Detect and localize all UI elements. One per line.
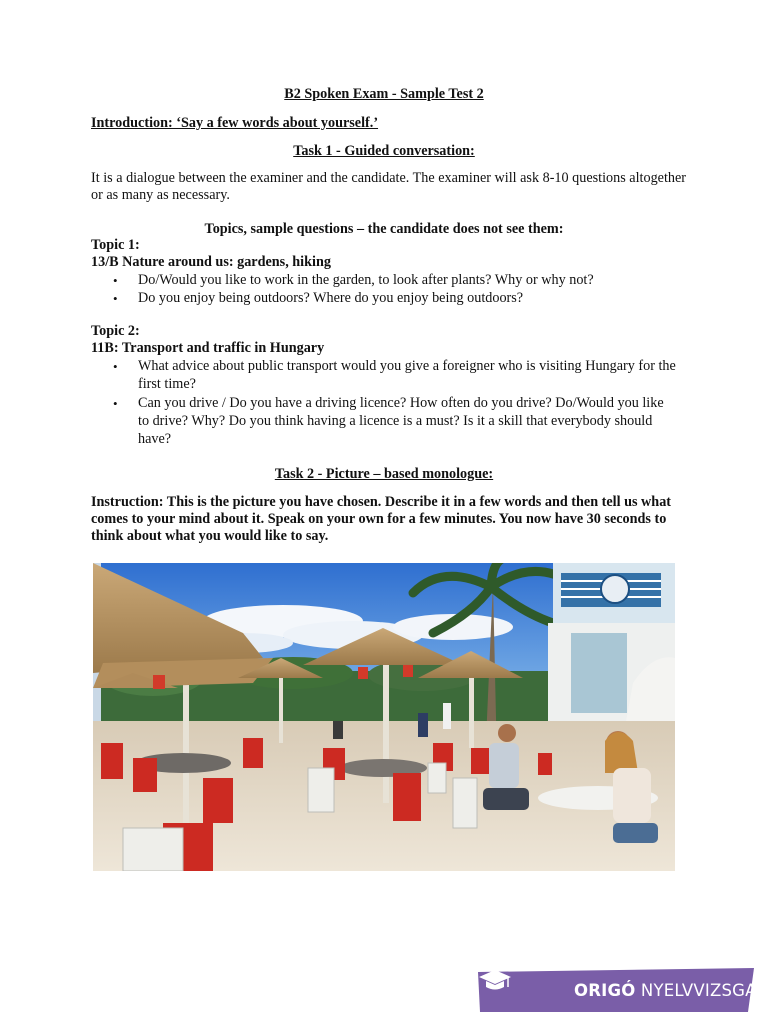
exam-photo-beach-restaurant xyxy=(93,563,675,871)
topic1-question: Do you enjoy being outdoors? Where do you enjoy being outdoors? xyxy=(138,290,524,306)
origo-nyelvvizsga-logo xyxy=(478,968,757,1012)
logo-brand-name: ORIGÓ xyxy=(574,981,636,1000)
task1-heading: Task 1 - Guided conversation: xyxy=(293,143,475,159)
bullet-icon: • xyxy=(113,273,118,288)
bullet-icon: • xyxy=(113,291,118,306)
topic2-subtitle: 11B: Transport and traffic in Hungary xyxy=(91,340,325,356)
task1-description: It is a dialogue between the examiner and the candidate. The examiner will ask 8-10 questions altogether or as many as necessary. xyxy=(91,170,687,203)
bullet-icon: • xyxy=(113,396,118,411)
topic1-label: Topic 1: xyxy=(91,237,140,253)
topic1-question: Do/Would you like to work in the garden, to look after plants? Why or why not? xyxy=(138,272,594,288)
document-title: B2 Spoken Exam - Sample Test 2 xyxy=(284,86,484,102)
task2-heading: Task 2 - Picture – based monologue: xyxy=(274,466,494,482)
introduction-line: Introduction: ‘Say a few words about yourself.’ xyxy=(91,115,379,131)
topic2-label: Topic 2: xyxy=(91,323,140,339)
task2-instruction: Instruction: This is the picture you have chosen. Describe it in a few words and then tell us what comes to your mind about it. Speak on your own for a few minutes. You now have 30 seconds to think about what you would like to say. xyxy=(91,494,672,544)
topic2-question: What advice about public transport would you give a foreigner who is visiting Hungary for the first time? xyxy=(138,358,676,392)
topics-heading: Topics, sample questions – the candidate does not see them: xyxy=(204,221,564,237)
topic1-subtitle: 13/B Nature around us: gardens, hiking xyxy=(91,254,331,270)
logo-brand-suffix: NYELVVIZSGA xyxy=(635,981,757,1000)
bullet-icon: • xyxy=(113,359,118,374)
topic2-question: Can you drive / Do you have a driving licence? How often do you drive? Do/Would you like to drive? Why? Do you think having a licence is a must? Is it a skill that everybody should have? xyxy=(138,395,664,447)
graduation-cap-icon xyxy=(478,968,512,992)
